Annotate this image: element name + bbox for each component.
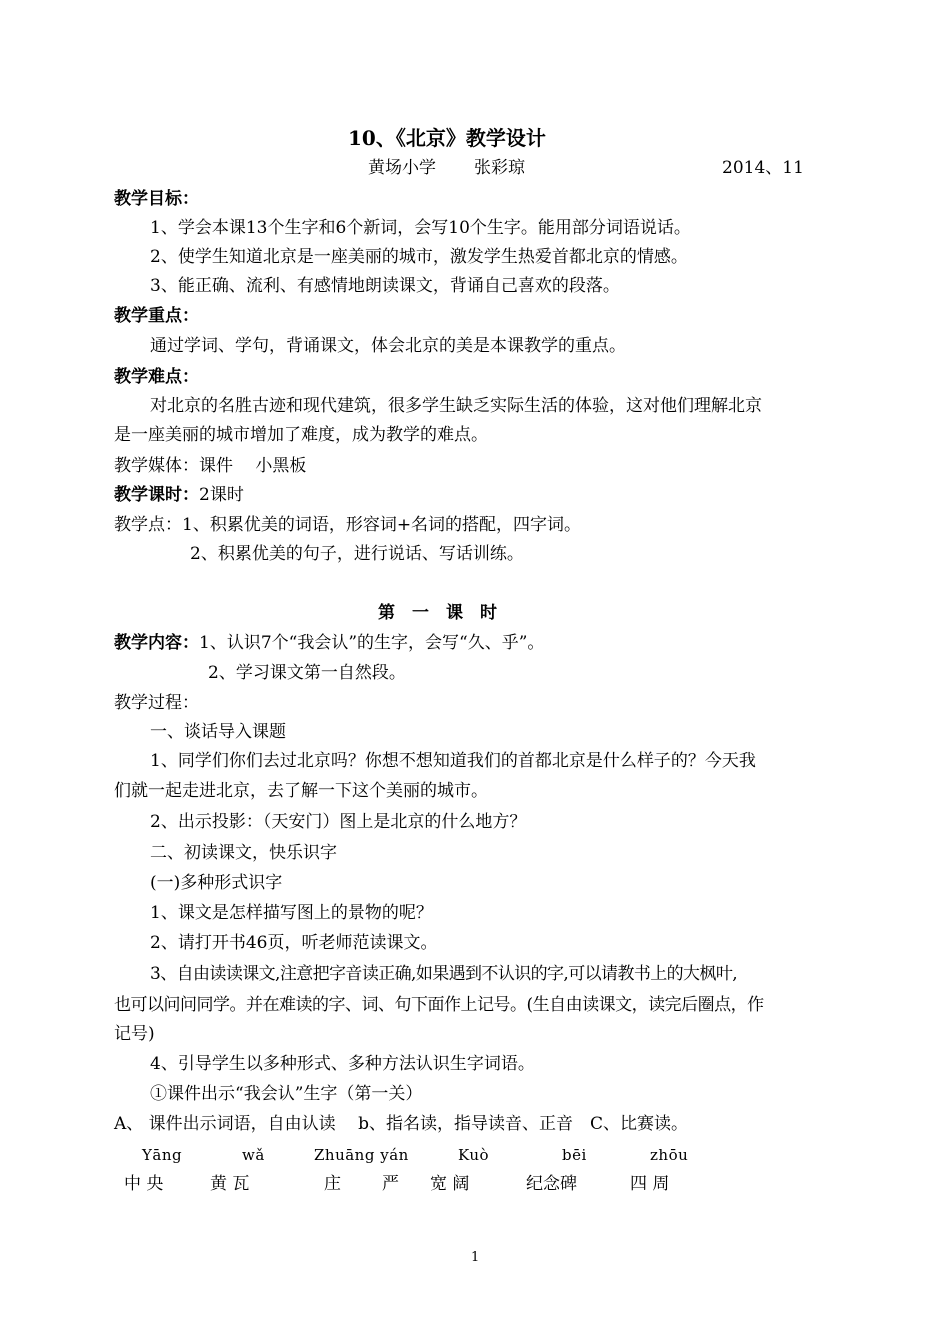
content-item: 2、学习课文第一自然段。 [208, 663, 406, 683]
section-heading: 一、谈话导入课题 [150, 722, 286, 742]
document-title: 10、《北京》教学设计 [348, 126, 546, 150]
subsection-heading: (一)多种形式识字 [150, 873, 283, 893]
page-number: 1 [471, 1250, 480, 1265]
paragraph: 记号) [114, 1024, 155, 1044]
vocab-word: 中 央 [124, 1174, 164, 1194]
vocab-word: 宽 阔 [430, 1174, 470, 1194]
paragraph: 们就一起走进北京，去了解一下这个美丽的城市。 [114, 781, 488, 801]
vocab-word: 严 [382, 1174, 399, 1194]
point-item: 1、积累优美的词语，形容词+名词的搭配，四字词。 [182, 515, 582, 535]
content-item: 1、认识7个“我会认”的生字，会写“久、乎”。 [199, 633, 545, 653]
teaching-content [114, 632, 544, 654]
pinyin-label: Yāng [142, 1146, 183, 1164]
content-label: 教学内容： [114, 633, 199, 653]
vocab-word: 纪念碑 [526, 1174, 577, 1194]
focus-text: 通过学词、学句，背诵课文，体会北京的美是本课教学的重点。 [150, 336, 626, 356]
vocab-word: 四 周 [630, 1174, 670, 1194]
paragraph: ①课件出示“我会认”生字（第一关） [150, 1084, 423, 1104]
difficulty-text: 对北京的名胜古迹和现代建筑，很多学生缺乏实际生活的体验，这对他们理解北京 [150, 396, 762, 416]
point-item: 2、积累优美的句子，进行说话、写话训练。 [190, 544, 524, 564]
paragraph: 1、同学们你们去过北京吗？你想不想知道我们的首都北京是什么样子的？今天我 [150, 751, 756, 771]
teaching-hours [114, 484, 244, 506]
points-label: 教学点： [114, 515, 182, 535]
goals-heading: 教学目标： [114, 189, 199, 209]
difficulty-text: 是一座美丽的城市增加了难度，成为教学的难点。 [114, 425, 488, 445]
lesson-heading: 第 一 课 时 [378, 603, 497, 623]
teaching-points [114, 514, 581, 536]
pinyin-label: Zhuāng yán [314, 1146, 409, 1164]
vocab-word: 黄 瓦 [210, 1174, 250, 1194]
byline-author: 张彩琼 [474, 158, 525, 178]
paragraph: 3、自由读读课文,注意把字音读正确,如果遇到不认识的字,可以请教书上的大枫叶, [150, 964, 738, 984]
teaching-media: 教学媒体：课件 小黑板 [114, 456, 307, 476]
goal-item: 1、学会本课13个生字和6个新词，会写10个生字。能用部分词语说话。 [150, 218, 691, 238]
pinyin-label: Kuò [458, 1146, 490, 1164]
paragraph: 2、请打开书46页，听老师范读课文。 [150, 933, 438, 953]
section-heading: 二、初读课文，快乐识字 [150, 843, 337, 863]
hours-value: 2课时 [199, 485, 244, 505]
paragraph: 也可以问问同学。并在难读的字、词、句下面作上记号。(生自由读课文，读完后圈点，作 [114, 995, 764, 1015]
paragraph: A、 课件出示词语，自由认读 b、指名读，指导读音、正音 C、比赛读。 [114, 1114, 688, 1134]
goal-item: 2、使学生知道北京是一座美丽的城市，激发学生热爱首都北京的情感。 [150, 247, 688, 267]
pinyin-label: wǎ [242, 1146, 265, 1164]
goal-item: 3、能正确、流利、有感情地朗读课文，背诵自己喜欢的段落。 [150, 276, 620, 296]
byline-date: 2014、11 [722, 158, 804, 178]
byline-school: 黄场小学 [368, 158, 436, 178]
paragraph: 2、出示投影：（天安门）图上是北京的什么地方？ [150, 812, 527, 832]
pinyin-label: bēi [562, 1146, 587, 1164]
pinyin-label: zhōu [650, 1146, 689, 1164]
vocab-word: 庄 [324, 1174, 341, 1194]
paragraph: 1、课文是怎样描写图上的景物的呢？ [150, 903, 433, 923]
process-label: 教学过程： [114, 693, 199, 713]
focus-heading: 教学重点： [114, 306, 199, 326]
difficulty-heading: 教学难点： [114, 367, 199, 387]
hours-label: 教学课时： [114, 485, 199, 505]
paragraph: 4、引导学生以多种形式、多种方法认识生字词语。 [150, 1054, 535, 1074]
